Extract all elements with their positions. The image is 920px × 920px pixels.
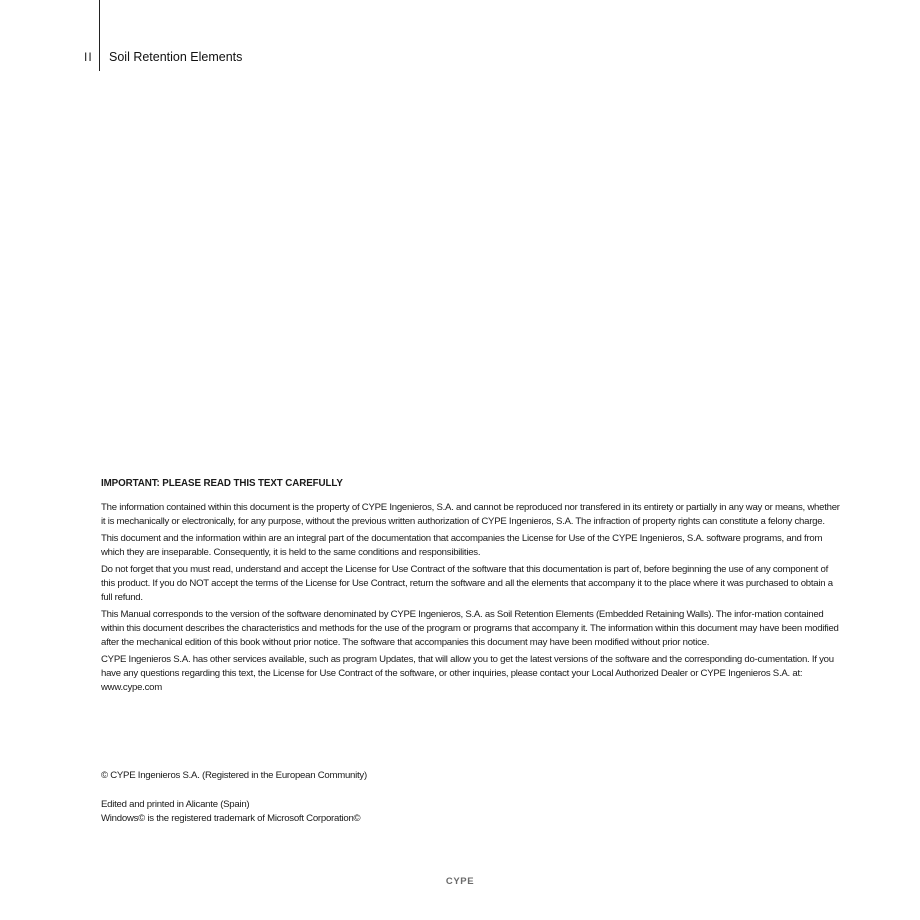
page-number: II [84,50,93,64]
notice-paragraph-manual: This Manual corresponds to the version of the software denominated by CYPE Ingenieros, S.A. as Soil Retention Elements (Embedded Retaining Walls). The infor-mation contained within this document describes the characteristics and methods for the use of the program or programs that accompany it. The information within this document may have been modified after the mechanical edition of this book without prior notice. The software that accompanies this document may have been modified without prior notice. [101,609,839,648]
edition-line: Edited and printed in Alicante (Spain) [101,799,250,810]
footer-brand: CYPE [445,876,475,887]
copyright-line: © CYPE Ingenieros S.A. (Registered in the European Community) [101,770,367,781]
notice-paragraph-services: CYPE Ingenieros S.A. has other services available, such as program Updates, that will allow you to get the latest versions of the software and the corresponding do-cumentation. If you have any questions regarding this text, the License for Use Contract of the software, or other inquiries, please contact your Local Authorized Dealer or CYPE Ingenieros S.A. at: www.cype.com [101,654,834,693]
notice-paragraph-contract: Do not forget that you must read, understand and accept the License for Use Contract of the software that this documentation is part of, before beginning the use of any component of this product. If you do NOT accept the terms of the License for Use Contract, return the software and all the elements that accompany it to the place where it was purchased to obtain a full refund. [101,564,833,603]
notice-paragraph-property: The information contained within this document is the property of CYPE Ingenieros, S.A. and cannot be reproduced nor transfered in its entirety or partially in any way or means, whether it is mechanically or electronically, for any purpose, without the previous written authorization of CYPE Ingenieros, S.A. The infraction of property rights can constitute a felony charge. [101,502,840,527]
legal-notice [101,477,843,698]
spacer [101,783,367,798]
trademark-line: Windows© is the registered trademark of Microsoft Corporation© [101,813,361,824]
header-divider-line [99,0,100,71]
notice-paragraph-license: This document and the information within are an integral part of the documentation that accompanies the License for Use of the CYPE Ingenieros, S.A. software programs, and from which they are inseparable. Consequently, it is held to the same conditions and responsibilities. [101,533,823,558]
publication-info [101,769,367,826]
page-title: Soil Retention Elements [109,50,243,64]
notice-heading: IMPORTANT: PLEASE READ THIS TEXT CAREFULLY [101,478,343,489]
